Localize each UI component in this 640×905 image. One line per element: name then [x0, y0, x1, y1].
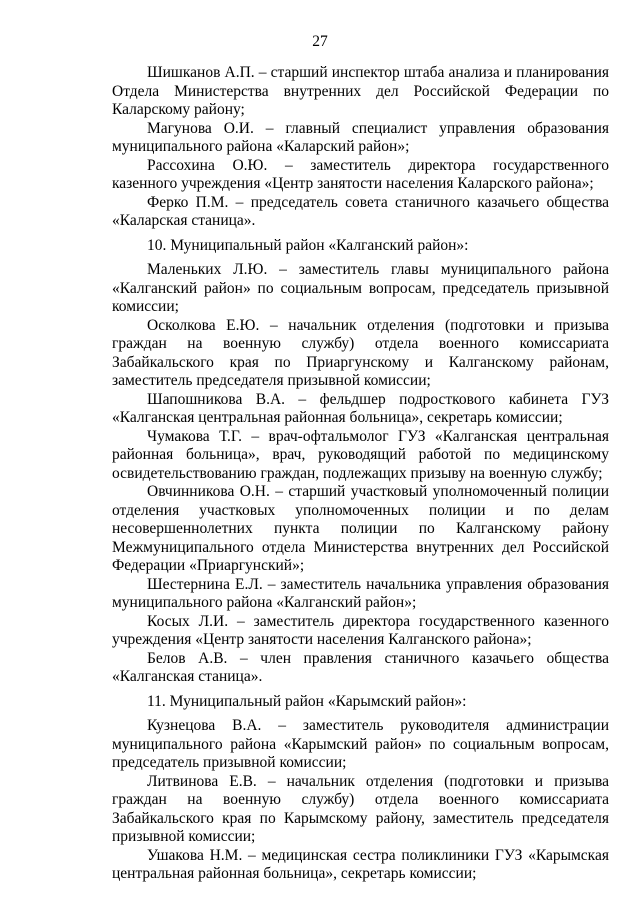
page-number: 27: [312, 33, 328, 50]
paragraph-malenkikh: Маленьких Л.Ю. – заместитель главы муниципального района «Калганский район» по социальным вопросам, председатель призывной комиссии;: [112, 261, 609, 315]
section-heading-kalgansky: 10. Муниципальный район «Калганский район»:: [147, 236, 469, 254]
paragraph-ferko: Ферко П.М. – председатель совета станичного казачьего общества «Каларская станица».: [112, 193, 609, 229]
paragraph-kosykh: Косых Л.И. – заместитель директора государственного казенного учреждения «Центр занятости населения Калганского района»;: [112, 612, 609, 648]
paragraph-chumakova: Чумакова Т.Г. – врач-офтальмолог ГУЗ «Калганская центральная районная больница», врач, руководящий работой по медицинскому освидетельствованию граждан, подлежащих призыву на военную службу;: [112, 427, 609, 482]
paragraph-magunova: Магунова О.И. – главный специалист управления образования муниципального района «Каларский район»;: [112, 119, 609, 155]
section-heading-karymsky: 11. Муниципальный район «Карымский район»:: [147, 692, 467, 710]
paragraph-rassokhina: Рассохина О.Ю. – заместитель директора государственного казенного учреждения «Центр занятости населения Каларского района»;: [112, 156, 609, 192]
paragraph-belov: Белов А.В. – член правления станичного казачьего общества «Калганская станица».: [112, 649, 609, 685]
paragraph-oskolkova: Осколкова Е.Ю. – начальник отделения (подготовки и призыва граждан на военную службу) отдела военного комиссариата Забайкальского края по Приаргунскому и Калганскому районам, заместитель председателя призывной комиссии;: [112, 316, 609, 389]
paragraph-shesternina: Шестернина Е.Л. – заместитель начальника управления образования муниципального района «Калганский район»;: [112, 575, 609, 611]
paragraph-litvinova: Литвинова Е.В. – начальник отделения (подготовки и призыва граждан на военную службу) отдела военного комиссариата Забайкальского края по Карымскому району, заместитель председателя призывной комиссии;: [112, 772, 609, 845]
paragraph-ovchinnikova: Овчинникова О.Н. – старший участковый уполномоченный полиции отделения участковых уполномоченных полиции и по делам несовершеннолетних пункта полиции по Калганскому району Межмуниципального отдела Министерства внутренних дел Российской Федерации «Приаргунский»;: [112, 483, 609, 574]
paragraph-shishkanov: Шишканов А.П. – старший инспектор штаба анализа и планирования Отдела Министерства внутренних дел Российской Федерации по Каларскому району;: [112, 64, 609, 118]
paragraph-ushakova: Ушакова Н.М. – медицинская сестра поликлиники ГУЗ «Карымская центральная районная больница», секретарь комиссии;: [112, 846, 609, 882]
document-body: [112, 64, 609, 884]
paragraph-kuznetsova: Кузнецова В.А. – заместитель руководителя администрации муниципального района «Карымский район» по социальным вопросам, председатель призывной комиссии;: [112, 717, 609, 771]
paragraph-shaposhnikova: Шапошникова В.А. – фельдшер подросткового кабинета ГУЗ «Калганская центральная районная больница», секретарь комиссии;: [112, 390, 609, 426]
